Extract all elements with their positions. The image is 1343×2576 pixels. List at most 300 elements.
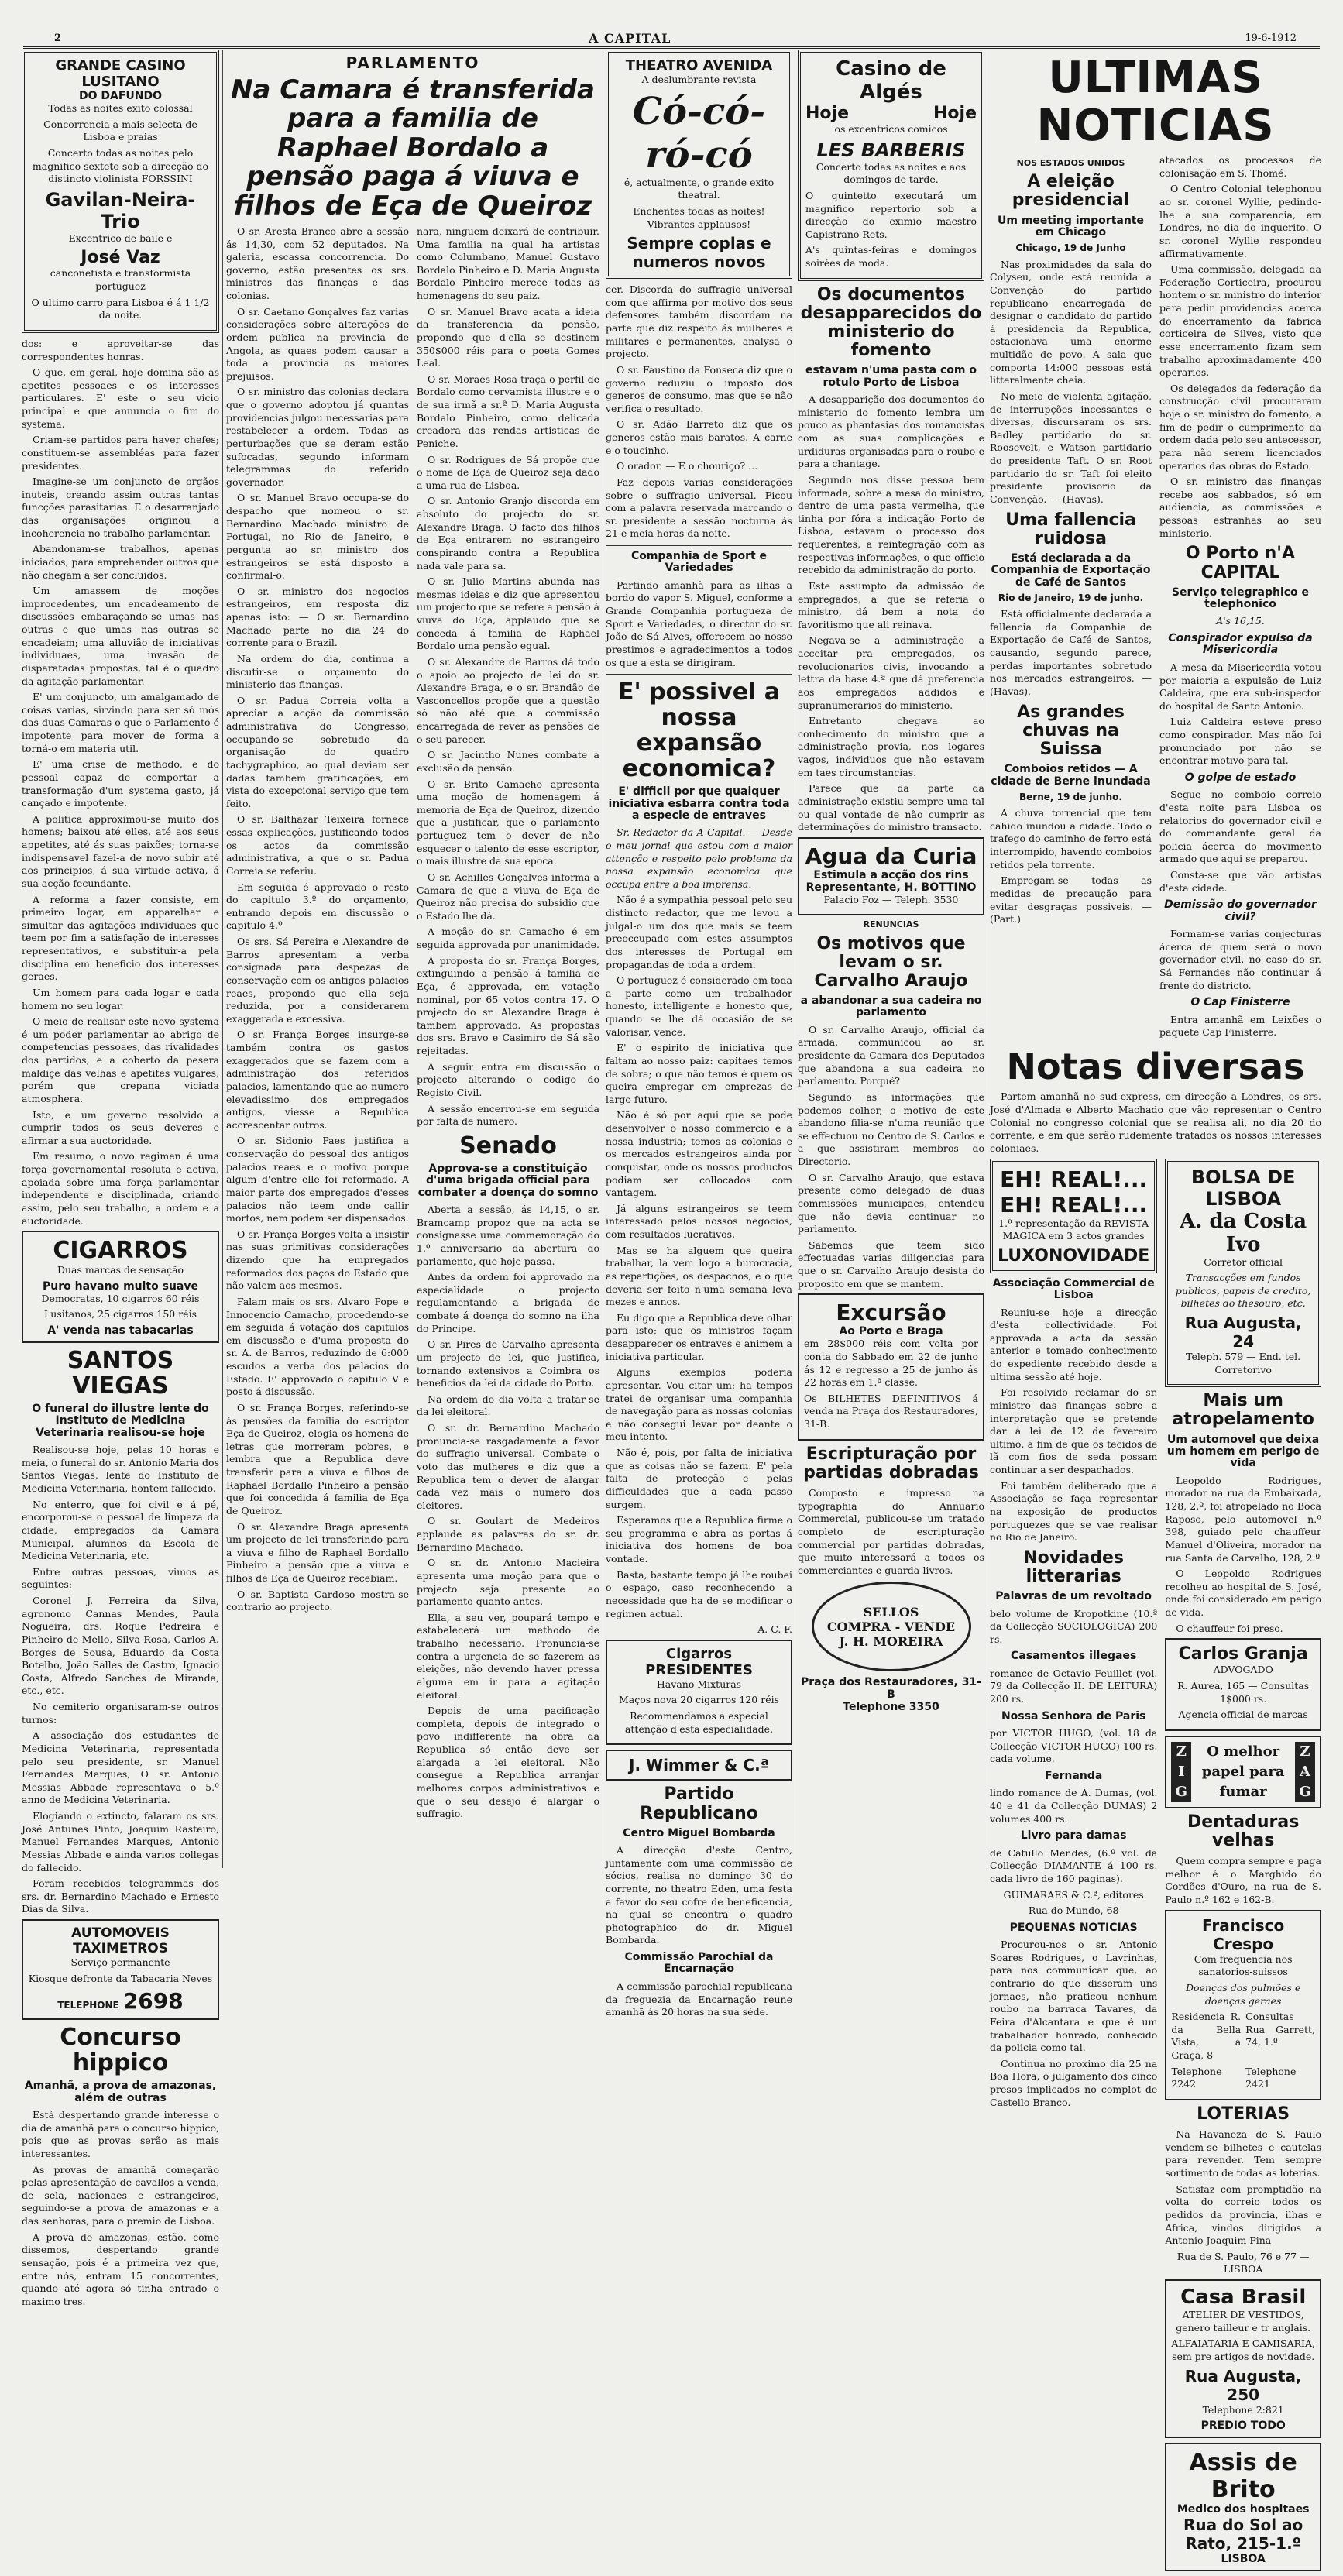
article-paragraph: Esperamos que a Republica firme o seu programma e abra as portas á iniciativa dos homens de boa vontade. [606,1514,792,1565]
ad-line: Democratas, 10 cigarros 60 réis [41,1292,200,1304]
text-subcolumn [1165,1159,1321,2576]
article-paragraph: Um homem para cada logar e cada homem no seu logar. [22,986,219,1012]
article-paragraph: E' um conjuncto, um amalgamado de coisas varias, sirvindo para ser só mós das duas Camaras o que o Parlamento é impotente para mover de forma a torná-o em materia util. [22,691,219,754]
article-headline: O Cap Finisterre [1190,996,1290,1009]
article-paragraph: O sr. Alexandre Braga apresenta um projecto de lei transferindo para a viuva e filho de Raphael Bordallo Pinheiro a pensão que a viuva e filhos de Eça de Queiroz recebiam. [226,1520,409,1585]
ad-line: papel para [1201,1764,1285,1781]
article-paragraph: O sr. ministro dos negocios estrangeiros, em resposta diz apenas isto: — O sr. Bernardino Machado parte no dia 24 do corrente para o Brazil. [226,585,409,649]
ad-act: Gavilan-Neira-Trio [45,188,196,232]
article-paragraph: Continua no proximo dia 25 na Boa Hora, o julgamento dos cinco presos implicados no complot de Castello Branco. [990,2057,1158,2108]
article-paragraph: O sr. Julio Martins abunda nas mesmas ideias e diz que apresentou um projecto que se refere a pensão á viuva do Eça, applaudo que se conceda á familia de Raphael Bordalo uma pensão egual. [417,575,599,652]
article-paragraph: Entretanto chegava ao conhecimento do ministro que a administração provia, nos logares vagos, individuos que não estavam em taes circumstancias. [798,715,984,778]
article-paragraph: Em resumo, o novo regimen é uma força governamental resoluta e activa, apoiada sobre uma força parlamentar independente e disciplinada, criando assim, pelo seu trabalho, a ordem e a auctoridade. [22,1150,219,1227]
article-headline: Novidades litterarias [1023,1547,1125,1586]
article-subheadline: Centro Miguel Bombarda [623,1826,775,1839]
article-paragraph: Nas proximidades da sala do Colyseu, onde está reunida a Convenção do partido republicano encarregada de designar o candidato do partido á presidencia da Republica, estacionava uma enorme multidão de povo. A sala que comporta 14:000 pessoas está litteralmente cheia. [990,258,1152,386]
article-paragraph: No cemiterio organisaram-se outros turnos: [22,1701,219,1726]
cigarros-presidentes-ad [606,1640,792,1746]
ad-line: NOVIDADE [1048,1245,1150,1266]
dice-letter: A [1295,1762,1315,1782]
ad-title: GRANDE CASINO LUSITANO [55,57,186,90]
text-subcolumn [990,154,1152,1042]
bolsa-lisboa-ad [1165,1159,1321,1388]
article-headline: Escripturação por partidas dobradas [803,1444,979,1482]
article-paragraph: Na Havaneza de S. Paulo vendem-se bilhetes e cautelas para revender. Tem sempre sortimento de todas as loterias. [1165,2128,1321,2179]
dice-letter: G [1171,1782,1191,1802]
ad-line: ATELIER DE VESTIDOS, genero tailleur e tr anglais. [1176,2309,1311,2334]
article-paragraph: A moção do sr. Camacho é em seguida approvada por unanimidade. [417,926,599,951]
ad-line: A' venda nas tabacarias [47,1324,194,1337]
article-paragraph: Foram recebidos telegrammas dos srs. dr. Bernardino Machado e Ernesto Dias da Silva. [22,1877,219,1915]
ad-title: Assis de Brito [1189,2449,1297,2504]
article-paragraph: O que, em geral, hoje domina são as apetites pessoaes e os interesses particulares. E' este o seu vicio principal e que annuncia o fim do systema. [22,366,219,430]
ad-line: Kiosque defronte da Tabacaria Neves [28,1972,213,1984]
article-paragraph: A desapparição dos documentos do ministerio do fomento lembra um pouco as phantasias dos romancistas com as suas complicações e urdiduras organisadas para o roubo e para a chantage. [798,393,984,470]
article-paragraph: O sr. França Borges, referindo-se ás pensões da familia do escriptor Eça de Queiroz, elogia os homens de letras que morreram pobres, e lembra que a Republica deve transferir para a viuva e filhos de Raphael Bordallo Pinheiro a pensão que foi concedida á familia de Eça de Queiroz. [226,1401,409,1516]
article-subheadline: E' difficil por que qualquer iniciativa esbarra contra toda a especie de entraves [608,785,790,822]
article-signature: A. C. F. [757,1623,792,1636]
article-paragraph: Negava-se a administração a acceitar pra empregados, os revolucionarios civis, invocando a lettra da base 4.ª que dá preferencia aos empregados addidos e supranumerarios do ministerio. [798,634,984,711]
article-paragraph: Luiz Caldeira esteve preso como conspirador. Mas não foi pronunciado por não se encontrar motivo para tal. [1159,716,1321,767]
ad-line: ALFAIATARIA E CAMISARIA, sem pre artigos de novidade. [1171,2337,1315,2362]
article-paragraph: Imagine-se um conjuncto de orgãos inuteis, creando assim outras tantas funcções parasitarias. E o desarranjado das organisações originou a incoherencia no trabalho parlamentar. [22,476,219,539]
francisco-crespo-ad [1165,1910,1321,2100]
ad-line: Recommendamos a especial attenção d'esta especialidade. [624,1710,774,1735]
article-paragraph: O sr. Caetano Gonçalves faz varias considerações sobre alterações de ordem publica na provincia de Angola, as quaes podem causar a toda a provincia os maiores prejuisos. [226,305,409,382]
casa-brasil-ad [1165,2279,1321,2438]
article-paragraph: Entra amanhã em Leixões o paquete Cap Finisterre. [1159,1013,1321,1039]
ad-line: é, actualmente, o grande exito theatral. [623,176,775,201]
article-paragraph: Foi resolvido reclamar do sr. ministro das finanças sobre a interpretação que se pretende dar á lei de 12 de fevereiro ultimo, a fim de que os tecidos de lã com fios de seda possam continuar a ser despachados. [990,1386,1158,1476]
article-paragraph: O sr. Aresta Branco abre a sessão ás 14,30, com 52 deputados. Na galeria, escassa concorrencia. Do governo, estão presentes os srs. ministros das finanças e das colonias. [226,225,409,302]
dice-letter: I [1171,1762,1191,1782]
article-paragraph: O sr. Goulart de Medeiros applaude as palavras do sr. dr. Bernardino Machado. [417,1515,599,1553]
article-headline: Dentaduras velhas [1187,1812,1300,1851]
article-subheadline: Um meeting importante em Chicago [998,214,1144,239]
article-paragraph: Segundo as informações que podemos colher, o motivo de este abandono filia-se n'uma reunião que se effectuou no Centro de S. Carlos e a que assistiram membros do Directorio. [798,1091,984,1168]
article-paragraph: Faz depois varias considerações sobre o suffragio universal. Ficou com a palavra reservada marcando o sr. presidente a sessão nocturna ás 21 e meia horas da noite. [606,476,792,540]
article-paragraph: Depois de uma pacificação completa, depois de integrado o povo indifferente na obra da Republica só então deve ser alargada a lei eleitoral. Não consegue a Republica arranjar melhores corpos administrativos e que o seu desejo é alargar o suffragio. [417,1705,599,1820]
ad-title: Casino de Algés [836,57,946,104]
article-paragraph: O Centro Colonial telephonou ao sr. coronel Wyllie, pedindo-lhe a sua comparencia, em Londres, no dia do inquerito. O sr. coronel Wyllie respondeu affirmativamente. [1159,183,1321,259]
article-paragraph: A proposta do sr. França Borges, extinguindo a pensão á familia de Eça, é approvada, em votação nominal, por 65 votos contra 17. O projecto do sr. Alexandre Braga é tambem approvado. As propostas dos srs. Bravo e Casimiro de Sá são rejeitadas. [417,954,599,1057]
ad-line: O melhor [1207,1743,1280,1760]
article-paragraph: Os srs. Sá Pereira e Alexandre de Barros apresentam a verba consignada para despezas de conservação com os antigos palacios reaes, propondo que ella seja reduzida, por a considerarem exaggerada e excessiva. [226,936,409,1025]
article-paragraph: O Leopoldo Rodrigues recolheu ao hospital de S. José, onde foi considerado em perigo de vida. [1165,1568,1321,1619]
article-paragraph: O sr. Sidonio Paes justifica a conservação do pessoal dos antigos palacios reaes e o motivo porque algum d'entre elle foi reformado. A maior parte dos empregados d'esses palacios não teem onde callir mortos, nem podem ser dispensados. [226,1135,409,1224]
ad-phone: Telephone 3350 [843,1701,939,1714]
taximetros-ad [22,1919,219,2020]
article-paragraph: A associação dos estudantes de Medicina Veterinaria, representada pelo seu presidente, sr. Manuel Fernandes Marques, O sr. Antonio Messias Abbade representava o 5.º anno de Medicina Veterinaria. [22,1729,219,1806]
ad-line: Serviço permanente [70,1956,170,1969]
article-paragraph: Empregam-se todas as medidas de precaução para evitar desgraças possiveis. — (Part.) [990,874,1152,926]
article-paragraph: Antes da ordem foi approvado na especialidade o projecto regulamentando a brigada de combate á doença do somno na ilha do Principe. [417,1271,599,1334]
ad-line: Doenças dos pulmões e doenças geraes [1185,1981,1301,2007]
article-headline: Companhia de Sport e Variedades [630,550,768,575]
ad-line: Os BILHETES DEFINITIVOS á venda na Praça dos Restauradores, 31-B. [804,1392,978,1431]
article-paragraph: O sr. França Borges volta a insistir nas suas primitivas considerações dizendo que ha empregados reformados dos paços do Estado que não valem aos mesmos. [226,1228,409,1292]
dice-letter: Z [1171,1742,1191,1762]
article-paragraph: Rua de S. Paulo, 76 e 77 — LISBOA [1176,2250,1310,2275]
article-paragraph: O sr. Padua Correia volta a apreciar a acção da commissão administrativa do Congresso, occupando-se sobretudo da organisação do quadro tachygraphico, ao qual deviam ser dadas tambem gratificações, em vista do excepcional serviço que tem feito. [226,694,409,809]
ad-show-title: Có-có-ró-có [632,89,766,177]
ad-line: A's quintas-feiras e domingos soirées da moda. [805,244,977,269]
ad-line: Agencia official de marcas [1178,1709,1308,1721]
article-paragraph: Está despertando grande interesse o dia de amanhã para o concurso hippico, pois que as provas serão as mais interessantes. [22,2109,219,2159]
article-paragraph: O sr. Antonio Granjo discorda em absoluto do projecto do sr. Alexandre Braga. O facto dos filhos de Eça entrarem no estrangeiro conspirando contra a Republica nada vale para sa. [417,495,599,572]
article-paragraph: O sr. Faustino da Fonseca diz que o governo reduziu o imposto dos generos de consumo, mas que se não verifica o resultado. [606,363,792,414]
page-number: 2 [54,33,62,44]
article-paragraph: O sr. Manuel Bravo occupa-se do despacho que nomeou o sr. Bernardino Machado ministro de Portugal, no Rio de Janeiro, e pergunta ao sr. ministro dos estrangeiros se está disposto a confirmal-o. [226,492,409,582]
ad-line: 1.ª representação da REVISTA MAGICA em 3 actos grandes [998,1217,1149,1242]
article-paragraph: Partem amanhã no sud-express, em direcção a Londres, os srs. José d'Almada e Alberto Machado que vão representar o Centro Colonial no congresso colonial que se realisa ali, no dia 20 do corrente, e em que serão rudemente tratados os nossos interesses coloniaes. [990,1091,1321,1154]
article-headline: SANTOS VIEGAS [67,1347,174,1400]
dateline: Berne, 19 de junho. [1019,791,1122,802]
article-paragraph: de Catullo Mendes, (6.º vol. da Collecção DIAMANTE á 100 rs. cada livro de 160 paginas). [990,1846,1158,1884]
ad-line: PREDIO TODO [1200,2420,1286,2433]
article-paragraph: Os delegados da federação da construcção civil procuraram hoje o sr. ministro do fomento, a fim de pedir o cumprimento da ordem dada pelo seu antecessor, para não serem licenciados operarios das obras do Estado. [1159,382,1321,472]
article-paragraph: Formam-se varias conjecturas ácerca de quem será o novo governador civil, no caso do sr. Sá Fernandes não continuar á frente do districto. [1159,928,1321,991]
article-paragraph: Parece que da parte da administração existiu sempre uma tal ou qual vontade de não cumprir as determinações do ministro transacto. [798,782,984,833]
publisher-address: Rua do Mundo, 68 [1028,1905,1119,1917]
dateline: A's 16,15. [1216,615,1265,627]
casino-lusitano-ad [22,50,219,333]
article-paragraph: Ella, a seu ver, poupará tempo e estabelecerá um methodo de trabalho necessario. Pronuncia-se contra a urgencia de se fazerem as eleições, não devendo haver pressa alguma em ir para a agitação eleitoral. [417,1611,599,1701]
article-paragraph: Composto e impresso na typographia do Annuario Commercial, publicou-se um tratado completo de escripturação commercial por partidas dobradas, que muito interessará a todos os commerciantes e guarda-livros. [798,1487,984,1576]
section-label: NOS ESTADOS UNIDOS [1016,158,1125,169]
article-paragraph: O sr. França Borges insurge-se também contra os gastos exaggerados que se fazem com a administração dos referidos palacios, lamentando que ao numero elevadissimo dos empregados antigos, viesse a Republica accrescentar outros. [226,1029,409,1131]
ad-title: Cigarros PRESIDENTES [645,1645,753,1678]
article-paragraph: O sr. Adão Barreto diz que os generos estão mais baratos. A carne e o toucinho. [606,418,792,456]
theatro-avenida-ad [606,50,792,279]
ad-line: em 28$000 réis com volta por conta do Sabbado em 22 de junho ás 12 e regresso a 25 de junho ás 22 horas em 1.ª classe. [804,1338,978,1389]
article-paragraph: Aberta a sessão, ás 14,15, o sr. Bramcamp propoz que na acta se consignasse uma commemoração do 1.º anniversario da abertura do parlamento, que hoje passa. [417,1204,599,1267]
ad-line: Medico dos hospitaes [1176,2503,1310,2516]
article-paragraph: Leopoldo Rodrigues, morador na rua da Embaixada, 128, 2.º, foi atropelado no Boca Raposo, pelo automovel n.º 398, guiado pelo chauffeur Manuel d'Oliveira, morador na rua Santa de Carvalho, 128, 2.º [1165,1474,1321,1564]
article-paragraph: A mesa da Misericordia votou por maioria a expulsão de Luiz Caldeira, que era sub-inspector do hospital de Santo Antonio. [1159,661,1321,712]
ad-title: J. Wimmer & C.ª [629,1756,769,1775]
article-paragraph: nara, ninguem deixará de contribuir. Uma familia na qual ha artistas como Columbano, Manuel Gustavo Bordalo Pinheiro e D. Maria Augusta Bordalo Pinheiro merece todas as homenagens do seu paiz. [417,225,599,302]
article-headline: E' possivel a nossa expansão economica? [617,678,781,783]
ad-title: EH! REAL!... [1000,1166,1148,1192]
article-headline: PEQUENAS NOTICIAS [1009,1921,1138,1934]
text-subcolumn [226,225,409,1824]
article-headline: Os motivos que levam o sr. Carvalho Araujo [814,933,968,991]
article-paragraph: O sr. dr. Antonio Macieira apresenta uma moção para que o projecto seja presente ao parlamento quanto antes. [417,1557,599,1608]
ad-line: ADVOGADO [1213,1664,1273,1676]
article-paragraph: O sr. dr. Bernardino Machado pronuncia-se rasgadamente a favor do suffragio universal. Combate o voto das mulheres e diz que a Republica tem o dever de alargar cada vez mais o numero dos eleitores. [417,1422,599,1511]
ad-address: Rua do Sol ao Rato, 215-1.º [1183,2516,1304,2554]
article-paragraph: Coronel J. Ferreira da Silva, agronomo Cannas Mendes, Paula Nogueira, drs. Roque Pedreira e Pinheiro de Mello, Silva Rosa, Carlos A. Borges de Sousa, Eduardo da Costa Botelho, João Salles de Castro, Ignacio Costa, Alfredo Sanches de Miranda, etc., etc. [22,1595,219,1697]
article-paragraph: Entre outras pessoas, vimos as seguintes: [22,1565,219,1591]
assis-brito-ad [1165,2443,1321,2571]
text-subcolumn [1159,154,1321,1042]
cigarros-ad [22,1231,219,1343]
article-headline: Demissão do governador civil? [1164,898,1317,923]
zig-zag-ad [1165,1736,1321,1808]
ad-line: TELEPHONE [57,2000,119,2011]
article-paragraph: O sr. Baptista Cardoso mostra-se contrario ao projecto. [226,1588,409,1613]
article-headline: Conspirador expulso da Misericordia [1168,632,1313,657]
newspaper-title: A CAPITAL [589,31,672,46]
ad-line: Excentrico de baile e [68,232,173,244]
article-paragraph: No meio de violenta agitação, de interrupções incessantes e diversas, discursaram os srs. Badley partidario do sr. Roosevelt, e Watson partidario do presidente Taft. O sr. Root partidario do sr. Taft foi eleito presidente provisorio da Convenção. — (Havas). [990,390,1152,505]
ad-line: Concorrencia a mais selecta de Lisboa e praias [43,118,198,143]
article-subheadline: Commissão Parochial da Encarnação [624,1951,774,1976]
article-paragraph: A sessão encerrou-se em seguida por falta de numero. [417,1102,599,1128]
dateline: Chicago, 19 de Junho [1015,242,1126,254]
section-label: RENUNCIAS [863,919,919,930]
ad-title: Francisco Crespo [1202,1915,1285,1953]
ad-phone: Telephone 2242 [1171,2065,1222,2090]
article-paragraph: Realisou-se hoje, pelas 10 horas e meia, o funeral do sr. Antonio Maria dos Santos Viegas, lente do Instituto de Medicina Veterinaria, hontem fallecido. [22,1444,219,1495]
ad-address: Rua Augusta, 24 [1184,1314,1302,1352]
article-headline: Partido Republicano [640,1784,758,1823]
article-paragraph: por VICTOR HUGO, (vol. 18 da Collecção VICTOR HUGO) 100 rs. cada volume. [990,1727,1158,1765]
wimmer-ad [606,1750,792,1781]
dateline: Rio de Janeiro, 19 de junho. [998,592,1144,604]
ad-line: canconetista e transformista portuguez [50,267,191,292]
ad-title: Casa Brasil [1180,2286,1307,2310]
ad-address: Praça dos Restauradores, 31-B [800,1676,981,1702]
ad-line: Puro havano muito suave [43,1279,198,1293]
article-paragraph: O meio de realisar este novo systema é um poder parlamentar ao abrigo de competencias pessoaes, das rivalidades dos partidos, e a coberto da pesera maldiçe das velhas e apetites vulgares, porém que crepana viciada atmosphera. [22,1015,219,1104]
ad-line: os excentricos comicos [834,123,948,135]
article-paragraph: Não é, pois, por falta de iniciativa que as coisas não se fazem. E' pela falta de protecção e pelas difficuldades que a cada passo surgem. [606,1447,792,1510]
article-paragraph: No enterro, que foi civil e á pé, encorporou-se o pessoal de limpeza da cidade, empregados da Camara Municipal, alumnos da Escola de Medicina Veterinaria, etc. [22,1498,219,1562]
ad-performer: LES BARBERIS [816,139,966,161]
column-2 [226,50,599,1868]
publisher-name: GUIMARAES & C.ª, editores [1003,1888,1144,1901]
article-paragraph: Mas se ha alguem que queira trabalhar, lá vem logo a burocracia, as repartições, os despachos, e o que deveria ser feito n'uma semana leva mezes e annos. [606,1244,792,1308]
agua-curia-ad [798,837,984,916]
text-subcolumn [990,1159,1157,2576]
article-paragraph: E' uma crise de methodo, e do pessoal capaz de comportar a transformação d'um systema gasto, já cançado e impotente. [22,758,219,809]
article-paragraph: Basta, bastante tempo já lhe roubei o espaço, caso reconhecendo a necessidade que ha de se modificar o regimen actual. [606,1568,792,1619]
article-paragraph: O portuguez é considerado em toda a parte como um trabalhador honesto, intelligente e honesto que, quando se lhe dá occasião de se valorisar, vence. [606,974,792,1038]
article-paragraph: O sr. Alexandre de Barros dá todo o apoio ao projecto de lei do sr. Alexandre Braga, e o sr. Brandão de Vasconcellos propõe que a questão só não até que a commissão encarregada de rever as pensões de o seu parecer. [417,655,599,745]
article-subheadline: Serviço telegraphico e telephonico [1171,586,1310,611]
ad-line: Representante, H. BOTTINO [805,881,977,894]
column-divider [222,50,223,1868]
article-paragraph: Abandonam-se trabalhos, apenas iniciados, para emprehender outros que não chegam a ser concluidos. [22,543,219,581]
ad-title: THEATRO AVENIDA [625,57,773,74]
article-paragraph: Elogiando o extincto, falaram os srs. José Antunes Pinto, Joaquim Rasteiro, Manuel Fernandes Marques, Antonio Messias Abbade e ainda varios collegas do fallecido. [22,1810,219,1874]
masthead-rule [23,46,1320,49]
article-paragraph: Sabemos que teem sido effectuadas varias diligencias para que o sr. Carvalho Araujo desista do proposito em que se mantem. [798,1238,984,1290]
article-paragraph: O sr. ministro das finanças recebe aos sabbados, só em audiencia, as commissões e pessoas estranhas ao seu ministerio. [1159,476,1321,539]
article-paragraph: Segundo nos disse pessoa bem informada, sobre a mesa do ministro, dentro de uma pasta vermelha, que tinha por fóra a indicação Porto de Lisboa, estavam o processo dos requerentes, a reintegração com as respectivas informações, o que officio recebido da administração do porto. [798,473,984,576]
carlos-granja-ad [1165,1638,1321,1731]
article-headline: Associação Commercial de Lisboa [992,1276,1155,1302]
article-paragraph: lindo romance de A. Dumas, (vol. 40 e 41 da Collecção DUMAS) 2 volumes 400 rs. [990,1787,1158,1825]
ad-line: fumar [1219,1784,1267,1801]
ad-line: LUXO [998,1245,1049,1266]
sellos-stamp-logo [812,1582,971,1671]
article-headline: A eleição presidencial [1012,172,1130,211]
ad-line: Hoje [933,104,977,123]
excursao-ad [798,1293,984,1440]
article-subheadline: estavam n'uma pasta com o rotulo Porto de Lisboa [805,364,977,389]
article-paragraph: O chauffeur foi preso. [1176,1622,1283,1634]
ad-subtitle: DO DAFUNDO [78,90,163,102]
article-paragraph: romance de Octavio Feuillet (vol. 79 da Collecção II. DE LEITURA) 200 rs. [990,1667,1158,1705]
article-headline: As grandes chuvas na Suissa [1017,702,1125,759]
article-paragraph: Está officialmente declarada a fallencia da Companhia de Exportação de Café de Santos, causando, segundo parece, perdas importantes sobretudo nos mercados estrangeiros. — (Havas). [990,608,1152,697]
article-paragraph: O sr. Carvalho Araujo, que estava presente como delegado de duas commissões municipaes, entendeu que não devia continuar no parlamento. [798,1171,984,1235]
article-paragraph: belo volume de Kropotkine (10.ª da Collecção SOCIOLOGICA) 200 rs. [990,1607,1158,1645]
article-paragraph: Na ordem do dia, continua a discutir-se o orçamento do ministerio das finanças. [226,652,409,691]
eh-real-ad [990,1159,1157,1273]
article-paragraph: O sr. Rodrigues de Sá propõe que o nome de Eça de Queiroz seja dado a uma rua de Lisboa. [417,453,599,491]
ad-line: Todas as noites exito colossal [48,102,193,114]
ad-phone: Teleph. 579 — End. tel. Corretorivo [1186,1351,1301,1376]
seal-text: SELLOS [863,1604,919,1619]
article-paragraph: Eu digo que a Republica deve olhar para isto; que os ministros façam desapparecer os entraves e animem a iniciativa particular. [606,1311,792,1362]
article-headline: Mais um atropelamento [1172,1391,1314,1430]
article-paragraph: O sr. ministro das colonias declara que o governo adoptou já quantas providencias julgou necessarias para restabelecer a ordem. Todas as perturbações que se deram estão sufocadas, segundo informam telegrammas do referido governador. [226,386,409,488]
section-title: PARLAMENTO [345,53,480,72]
article-paragraph: Este assumpto da admissão de empregados, a que se referia o ministro, dá bem a nota do favoritismo que ali reinava. [798,579,984,630]
article-paragraph: Um amassem de moções improcedentes, um encadeamento de discussões embaraçando-se umas nas outras e que umas nas outras se encadeiam; uma alluvião de iniciativas individuaes, uma invasão de disparatadas propostas, tal é o quadro da agitação parlamentar. [22,585,219,687]
article-subheadline: Palavras de um revoltado [995,1590,1152,1603]
column-3 [606,50,792,2018]
ad-line: O quintetto executará um magnifico repertorio sob a direcção do eximio maestro Capistrano Rets. [805,189,977,240]
article-paragraph: Partindo amanhã para as ilhas a bordo do vapor S. Miguel, conforme a Grande Companhia portugueza de Sport e Variedades, o director do sr. João de Sá Alves, offerecem ao nosso prestimos e agradecimentos a todos os que a esta se dirigiram. [606,579,792,668]
ad-line: Hoje [805,104,849,123]
article-paragraph: Não é só por aqui que se pode desenvolver o nosso commercio e a nossa industria; temos as colonias e os mercados estrangeiros ainda por conquistar, onde os nossos productos podiam ser collocados com vantagem. [606,1109,792,1199]
article-headline: Notas diversas [1006,1045,1305,1087]
article-paragraph: Na ordem do dia volta a tratar-se da lei eleitoral. [417,1393,599,1418]
ad-line: Com frequencia nos sanatorios-suissos [1194,1953,1293,1978]
article-headline: O golpe de estado [1184,771,1297,784]
ad-line: A deslumbrante revista [641,74,757,85]
article-headline: O Porto n'A CAPITAL [1185,544,1296,582]
casino-alges-ad [798,50,984,281]
column-1 [22,50,219,2307]
article-paragraph: A politica approximou-se muito dos homens; baixou até elles, até aos seus appetites, até ás suas paixões; torna-se indispensavel fazel-a de novo subir até aos principios, á sua virtude activa, á sua acção fecundante. [22,812,219,889]
article-paragraph: dos: e aproveitar-se das correspondentes honras. [22,337,219,362]
article-paragraph: A chuva torrencial que tem cahido inundou a cidade. Todo o trafego do caminho de ferro está interrompido, havendo comboios retidos pela torrente. [990,807,1152,871]
seal-text: J. H. MOREIRA [839,1633,943,1649]
article-subheadline: a abandonar a sua cadeira no parlamento [800,994,982,1019]
seal-text: COMPRA - VENDE [826,1619,956,1634]
article-paragraph: Criam-se partidos para haver chefes; constituem-se assembléas para fazer presidentes. [22,434,219,472]
ad-title: Agua da Curia [805,843,977,869]
article-paragraph: O sr. Brito Camacho apresenta uma moção de homenagem á memoria de Eça de Queiroz, dizendo que a justificar, que o parlamento portuguez tem o dever de não esquecer o talento de esse escriptor, o mais illustre da sua epoca. [417,778,599,867]
article-paragraph: O sr. Achilles Gonçalves informa a Camara de que a viuva de Eça de Queiroz não precisa do subsidio que o Estado lhe dá. [417,871,599,922]
article-paragraph: Consta-se que vão artistas d'esta cidade. [1159,869,1321,894]
article-paragraph: As provas de amanhã começarão pelas apresentação de cavallos a venda, de sela, nacionaes e estrangeiros, seguindo-se a prova de amazonas e a das senhoras, para o premio de Lisboa. [22,2163,219,2227]
article-headline: Senado [459,1132,557,1159]
ad-phone: Telephone 2:821 [1202,2403,1284,2416]
article-paragraph: Quem compra sempre e paga melhor é o Marghido do Cordões d'Ouro, na rua de S. Paulo n.º 162 e 162-B. [1165,1855,1321,1906]
ad-title: Excursão [836,1300,946,1326]
article-paragraph: O sr. Balthazar Teixeira fornece essas explicações, justificando todos os actos da commissão administrativa, a que o sr. Padua Correia se referiu. [226,813,409,877]
article-paragraph: O sr. Carvalho Araujo, official da armada, communicou ao sr. presidente da Camara dos Deputados que abandona a sua cadeira no parlamento. Porquê? [798,1023,984,1087]
ad-line: Estimula a acção dos rins [813,868,969,881]
article-paragraph: cer. Discorda do suffragio universal com que affirma por motivo dos seus defensores também discordam na parte que diz respeito ás mulheres e militares e permanentes, analysa o projecto. [606,283,792,360]
ad-line: Concerto todas as noites pelo magnifico sexteto sob a direcção do distincto violinista FORSSINI [32,146,209,185]
article-paragraph: Segue no comboio correio d'esta noite para Lisboa os relatorios do governador civil e do commandante geral da policia ácerca do movimento armado que aqui se preparou. [1159,788,1321,865]
article-subheadline: Approva-se a constituição d'uma brigada official para combater a doença do somno [417,1162,599,1199]
article-subheadline: Amanhã, a prova de amazonas, além de outras [24,2080,217,2104]
issue-date: 19-6-1912 [1245,33,1297,44]
book-title: Livro para damas [1020,1829,1127,1843]
article-subheadline: Está declarada a da Companhia de Exportação de Café de Santos [991,551,1151,589]
book-title: Fernanda [1045,1769,1103,1782]
article-paragraph: Satisfaz com promptidão na volta do correio todos os pedidos da provincia, ilhas e Africa, vindos dirigidos a Antonio Joaquim Pina [1165,2183,1321,2247]
ad-line: Maços nova 20 cigarros 120 réis [618,1694,780,1706]
ad-line: Consultas Rua Garrett, 74, 1.º [1245,2011,1315,2049]
article-paragraph: Isto, e um governo resolvido a cumprir todos os seus deveres e afirmar a sua auctoridade. [22,1108,219,1146]
article-paragraph: E' o espirito de iniciativa que faltam ao nosso paiz: capitaes temos de sobra; o que não temos é quem os queira empregar em emprezas de largo futuro. [606,1042,792,1105]
section-title: ULTIMAS NOTICIAS [1036,53,1275,151]
article-paragraph: A seguir entra em discussão o projecto alterando o codigo do Registo Civil. [417,1060,599,1098]
article-paragraph: Procurou-nos o sr. Antonio Soares Rodrigues, o Lavrinhas, para nos communicar que, ao contrario do que disseram uns jornaes, não praticou nenhum roubo na barraca Tavares, da Feira d'Alcantara e que é um trabalhador honrado, conhecido da policia como tal. [990,1939,1158,2054]
article-headline: Concurso hippico [60,2024,181,2077]
ad-name: A. da Costa Ivo [1180,1209,1307,1256]
article-paragraph: Falam mais os srs. Alvaro Pope e Innocencio Camacho, procedendo-se em seguida á votação dos capitulos em discussão e d'uma proposta do sr. A. de Barros, reduzindo de 6:000 escudos a verba dos palacios do Estado. E' approvado o capitulo V e posto á discussão. [226,1295,409,1398]
ad-title: BOLSA DE LISBOA [1190,1166,1296,1210]
article-paragraph: Foi também deliberado que a Associação se faça representar na exposição de productos portuguezes que se vae realisar no Rio de Janeiro. [990,1479,1158,1544]
ad-phone: 2698 [122,1988,184,2014]
text-subcolumn [417,225,599,1824]
article-paragraph: Uma commissão, delegada da Federação Corticeira, procurou hontem o sr. ministro do interior para pedir providencias acerca do encerramento da fabrica corticeira de Silves, visto que esse encerramento fizam sem trabalho aproximadamente 400 operarios. [1159,263,1321,379]
article-paragraph: Sr. Redactor da A Capital. — Desde o meu jornal que estou com a maior attenção e respeito pelo problema da nossa expansão economica que occupa entre a boa imprensa. [606,826,792,890]
ad-line: Transacções em fundos publicos, papeis de credito, bilhetes do thesouro, etc. [1175,1272,1311,1310]
ad-line: Palacio Foz — Teleph. 3530 [823,893,959,905]
article-headline: Uma fallencia ruidosa [1005,510,1136,548]
article-paragraph: Em seguida é approvado o resto do capitulo 3.º do orçamento, entrando depois em discussão o capitulo 4.º [226,881,409,932]
ad-line: Ao Porto e Braga [839,1325,943,1338]
book-title: Nossa Senhora de Paris [1001,1709,1146,1722]
article-paragraph: Alguns exemplos poderia apresentar. Vou citar um: ha tempos tratei de organisar uma companhia de navegação para as nossas colonias e não consegui levar por deante o meu intento. [606,1366,792,1443]
article-paragraph: O sr. Manuel Bravo acata a ideia da transferencia da pensão, propondo que d'ella se destinem 350$000 réis para o poeta Gomes Leal. [417,305,599,369]
ad-title: AUTOMOVEIS TAXIMETROS [71,1925,170,1957]
divider [606,674,792,675]
dice-letter: G [1295,1782,1315,1802]
article-paragraph: Reuniu-se hoje a direcção d'esta collectividade. Foi approvada a acta da sessão anterior e tomado conhecimento do expediente recebido desde a ultima sessão até hoje. [990,1306,1158,1382]
ad-line: R. Aurea, 165 — Consultas 1$000 rs. [1177,1679,1310,1705]
article-paragraph: Não é a sympathia pessoal pelo seu distincto redactor, que me levou a julgal-o um dos que mais se teem preoccupado com estes assumptos dos interesses de Portugal em propagandas de toda a ordem. [606,894,792,970]
ad-line: Corretor official [1204,1255,1283,1268]
article-paragraph: O sr. Moraes Rosa traça o perfil de Bordalo como cervamista illustre e o de sua irmã a sr.ª D. Maria Augusta Bordalo Pinheiro, como delicada creadora das rendas artisticas de Peniche. [417,373,599,449]
ad-performer: José Vaz [81,248,160,268]
article-subheadline: Um automovel que deixa um homem em perigo de vida [1166,1433,1320,1470]
ad-line: Concerto todas as noites e aos domingos de tarde. [816,160,967,186]
dice-letter: Z [1295,1742,1315,1762]
article-paragraph: O sr. Pires de Carvalho apresenta um projecto de lei, que justifica, tornando extensivos a Coimbra os beneficios da lei da cidade do Porto. [417,1338,599,1389]
article-paragraph: A reforma a fazer consiste, em primeiro logar, em apparelhar e simultar das agitações individuaes que teem por fim a satisfação de interesses representativos, e substituir-a pela disciplina em beneficio dos interesses geraes. [22,893,219,983]
ad-title: Carlos Granja [1178,1644,1308,1664]
column-5 [990,50,1321,2566]
book-title: Casamentos illegaes [1011,1650,1137,1663]
divider [606,545,792,546]
ad-line: Residencia R. da Bella Vista, á Graça, 8 [1171,2011,1242,2062]
ad-line: Duas marcas de sensação [57,1264,184,1276]
ad-address: Rua Augusta, 250 [1184,2366,1302,2404]
ad-line: Havano Mixturas [656,1678,742,1690]
article-paragraph: A prova de amazonas, estão, como dissemos, despertando grande sensação, pois é a primeira vez que, entre nós, entram 15 concorrentes, quando até agora só tinha entrado o maximo tres. [22,2231,219,2307]
article-subheadline: Comboios retidos — A cidade de Berne inundada [991,763,1151,788]
article-paragraph: Já alguns estrangeiros se teem interessado pelos nossos negocios, com resultados lucrativos. [606,1202,792,1241]
article-paragraph: atacados os processos de colonisação em S. Thomé. [1159,154,1321,179]
ad-line: LISBOA [1221,2553,1266,2566]
ad-line: Enchentes todas as noites! Vibrantes applausos! [633,204,765,230]
ad-title: CIGARROS [53,1237,188,1265]
article-headline: LOTERIAS [1197,2104,1290,2124]
